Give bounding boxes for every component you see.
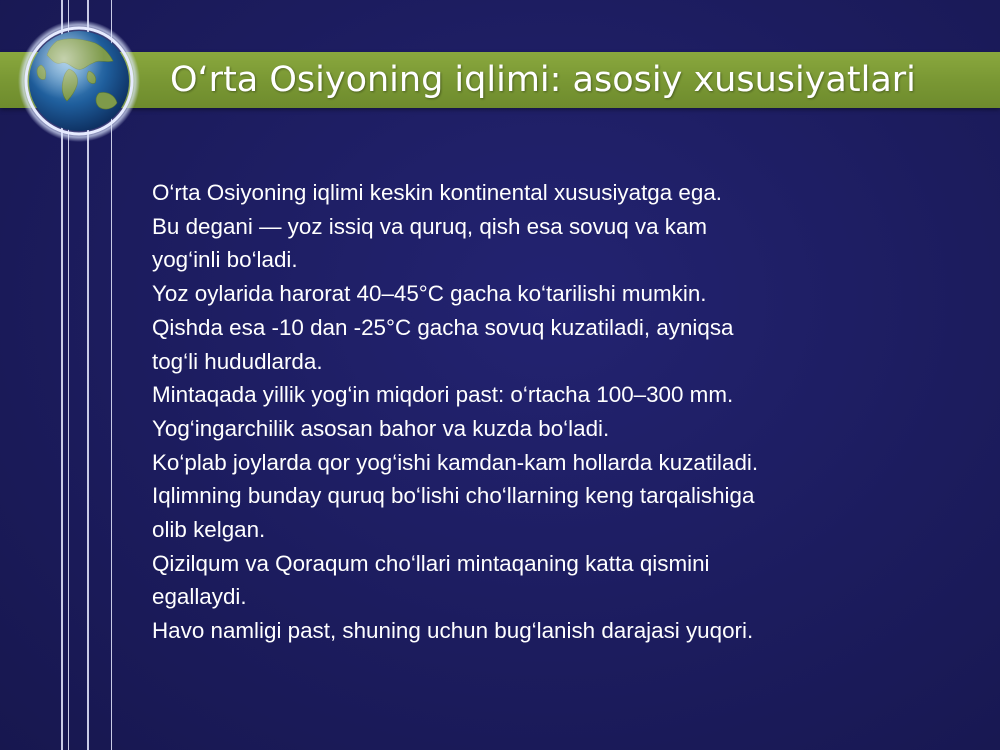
- body-line: Mintaqada yillik yog‘in miqdori past: o‘rtacha 100–300 mm.: [152, 382, 734, 408]
- body-line: Yog‘ingarchilik asosan bahor va kuzda bo‘ladi.: [152, 415, 610, 441]
- body-line: Yoz oylarida harorat 40–45°C gacha ko‘tarilishi mumkin.: [152, 281, 707, 307]
- body-line: yog‘inli bo‘ladi.: [152, 247, 298, 273]
- globe-icon: [17, 19, 141, 143]
- body-line: tog‘li hududlarda.: [152, 348, 323, 374]
- body-line: Ko‘plab joylarda qor yog‘ishi kamdan-kam hollarda kuzatiladi.: [152, 449, 759, 475]
- body-line: Qishda esa -10 dan -25°C gacha sovuq kuzatiladi, ayniqsa: [152, 314, 734, 340]
- slide-body: [152, 176, 952, 648]
- body-line: egallaydi.: [152, 584, 247, 610]
- body-line: Bu degani — yoz issiq va quruq, qish esa sovuq va kam: [152, 213, 708, 239]
- slide-title: O‘rta Osiyoning iqlimi: asosiy xususiyatlari: [170, 60, 916, 100]
- body-line: olib kelgan.: [152, 517, 266, 543]
- body-line: O‘rta Osiyoning iqlimi keskin kontinental xususiyatga ega.: [152, 180, 722, 205]
- body-line: Havo namligi past, shuning uchun bug‘lanish darajasi yuqori.: [152, 618, 754, 644]
- body-line: Iqlimning bunday quruq bo‘lishi cho‘llarning keng tarqalishiga: [152, 483, 755, 509]
- body-line: Qizilqum va Qoraqum cho‘llari mintaqaning katta qismini: [152, 550, 710, 576]
